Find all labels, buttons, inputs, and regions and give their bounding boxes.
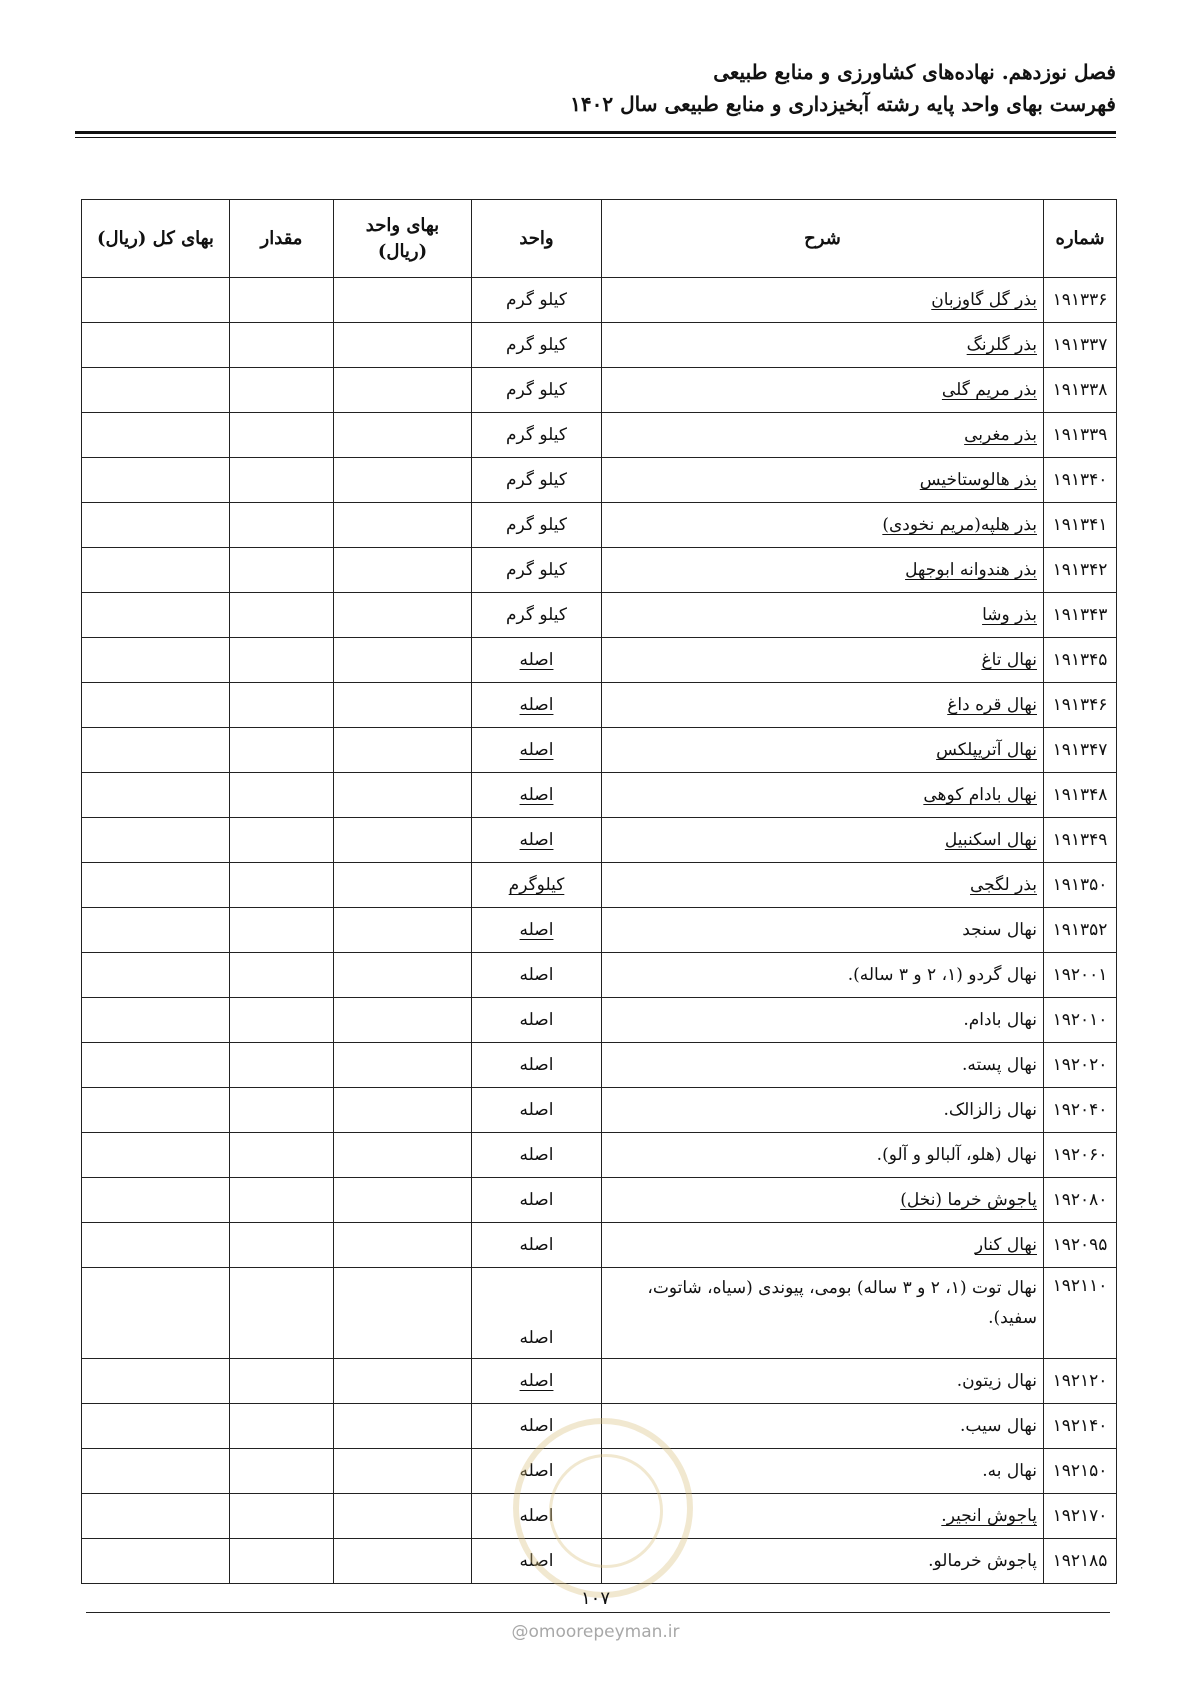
row-unit-price — [334, 458, 472, 503]
table-row — [82, 278, 1117, 323]
unit-price-currency: (ریال) — [377, 240, 428, 262]
row-quantity — [230, 1088, 334, 1133]
row-description-text: نهال اسکنبیل — [944, 830, 1037, 850]
row-code: ۱۹۲۰۴۰ — [1044, 1088, 1117, 1133]
row-description-text: نهال تاغ — [981, 650, 1037, 670]
row-description: نهال به. — [602, 1449, 1044, 1494]
row-description — [602, 413, 1044, 458]
row-unit-price — [334, 1133, 472, 1178]
row-quantity — [230, 503, 334, 548]
row-code: ۱۹۱۳۴۲ — [1044, 548, 1117, 593]
row-unit: اصله — [472, 953, 602, 998]
row-description-text: بذر هالوستاخیس — [919, 470, 1037, 490]
row-unit-text: اصله — [519, 830, 554, 850]
table-row — [82, 953, 1117, 998]
table-row — [82, 323, 1117, 368]
row-code: ۱۹۱۳۵۲ — [1044, 908, 1117, 953]
row-description — [602, 458, 1044, 503]
row-total — [82, 1133, 230, 1178]
row-description: نهال سنجد — [602, 908, 1044, 953]
row-unit: اصله — [472, 1043, 602, 1088]
row-quantity — [230, 458, 334, 503]
unit-price-label: بهای واحد — [365, 214, 440, 236]
row-unit-price — [334, 908, 472, 953]
table-row — [82, 998, 1117, 1043]
table-row — [82, 908, 1117, 953]
table-row — [82, 773, 1117, 818]
row-unit-price — [334, 323, 472, 368]
row-total — [82, 323, 230, 368]
row-code: ۱۹۲۰۶۰ — [1044, 1133, 1117, 1178]
row-total — [82, 1539, 230, 1584]
table-row — [82, 818, 1117, 863]
row-description: نهال بادام. — [602, 998, 1044, 1043]
row-total — [82, 683, 230, 728]
table-row — [82, 728, 1117, 773]
row-unit-price — [334, 278, 472, 323]
website-watermark: @omoorepeyman.ir — [511, 1622, 680, 1642]
row-total — [82, 863, 230, 908]
row-quantity — [230, 278, 334, 323]
row-description — [602, 728, 1044, 773]
row-quantity — [230, 773, 334, 818]
row-description — [602, 368, 1044, 413]
row-total — [82, 1494, 230, 1539]
row-unit: اصله — [472, 1449, 602, 1494]
table-row — [82, 1178, 1117, 1223]
row-unit — [472, 638, 602, 683]
row-unit-price — [334, 638, 472, 683]
row-quantity — [230, 683, 334, 728]
row-unit-price — [334, 413, 472, 458]
row-description-text: پاجوش انجیر. — [941, 1506, 1037, 1526]
row-unit-price — [334, 773, 472, 818]
footer-rule — [86, 1612, 1110, 1613]
row-code: ۱۹۲۱۴۰ — [1044, 1404, 1117, 1449]
row-quantity — [230, 1359, 334, 1404]
row-total — [82, 548, 230, 593]
header-rule-thick — [75, 131, 1116, 134]
row-quantity — [230, 863, 334, 908]
row-unit: اصله — [472, 1268, 602, 1359]
row-code: ۱۹۲۰۹۵ — [1044, 1223, 1117, 1268]
row-unit: اصله — [472, 1133, 602, 1178]
row-description — [602, 818, 1044, 863]
row-quantity — [230, 728, 334, 773]
row-unit: اصله — [472, 1088, 602, 1133]
row-total — [82, 1404, 230, 1449]
row-unit: کیلو گرم — [472, 458, 602, 503]
row-unit — [472, 863, 602, 908]
table-header-row — [82, 200, 1117, 278]
row-total — [82, 1359, 230, 1404]
row-unit — [472, 773, 602, 818]
row-unit-price — [334, 1359, 472, 1404]
row-code: ۱۹۲۱۱۰ — [1044, 1268, 1117, 1359]
row-unit-text: اصله — [519, 740, 554, 760]
row-description-text: بذر مغربی — [964, 425, 1037, 445]
row-code: ۱۹۱۳۳۷ — [1044, 323, 1117, 368]
row-code: ۱۹۱۳۳۹ — [1044, 413, 1117, 458]
col-header-total: بهای کل (ریال) — [82, 200, 230, 278]
row-description — [602, 503, 1044, 548]
row-unit-text: اصله — [519, 1371, 554, 1391]
row-description: نهال توت (۱، ۲ و ۳ ساله) بومی، پیوندی (سیاه، شاتوت، سفید). — [602, 1268, 1044, 1359]
row-quantity — [230, 953, 334, 998]
row-description — [602, 683, 1044, 728]
row-unit — [472, 728, 602, 773]
col-header-unit-price — [334, 200, 472, 278]
table-row — [82, 863, 1117, 908]
row-code: ۱۹۱۳۴۷ — [1044, 728, 1117, 773]
row-code: ۱۹۱۳۴۳ — [1044, 593, 1117, 638]
row-total — [82, 593, 230, 638]
row-unit-price — [334, 1539, 472, 1584]
row-total — [82, 1088, 230, 1133]
row-description — [602, 1223, 1044, 1268]
row-code: ۱۹۲۱۵۰ — [1044, 1449, 1117, 1494]
row-description-text: بذر گل گاوزبان — [931, 290, 1037, 310]
row-total — [82, 458, 230, 503]
header-rule-thin — [75, 137, 1116, 138]
row-unit: اصله — [472, 998, 602, 1043]
row-unit: اصله — [472, 1494, 602, 1539]
row-description — [602, 638, 1044, 683]
row-description-text: بذر گلرنگ — [966, 335, 1037, 355]
row-description: پاجوش خرمالو. — [602, 1539, 1044, 1584]
row-unit-text: اصله — [519, 920, 554, 940]
row-description-text: نهال کنار — [974, 1235, 1037, 1255]
row-description: نهال زالزالک. — [602, 1088, 1044, 1133]
row-unit-price — [334, 368, 472, 413]
row-total — [82, 908, 230, 953]
row-quantity — [230, 413, 334, 458]
row-total — [82, 728, 230, 773]
row-unit-text: اصله — [519, 695, 554, 715]
row-code: ۱۹۱۳۳۸ — [1044, 368, 1117, 413]
row-unit-price — [334, 1404, 472, 1449]
row-unit-price — [334, 683, 472, 728]
col-header-description: شرح — [602, 200, 1044, 278]
row-quantity — [230, 1133, 334, 1178]
row-unit — [472, 683, 602, 728]
row-code: ۱۹۱۳۴۶ — [1044, 683, 1117, 728]
row-total — [82, 638, 230, 683]
row-code: ۱۹۱۳۴۵ — [1044, 638, 1117, 683]
row-unit: اصله — [472, 1404, 602, 1449]
seal-gear-icon — [549, 1454, 663, 1568]
row-unit-price — [334, 1043, 472, 1088]
row-quantity — [230, 1539, 334, 1584]
row-code: ۱۹۱۳۴۰ — [1044, 458, 1117, 503]
row-description: نهال زیتون. — [602, 1359, 1044, 1404]
row-unit-price — [334, 1178, 472, 1223]
row-quantity — [230, 818, 334, 863]
row-code: ۱۹۱۳۴۹ — [1044, 818, 1117, 863]
row-unit-price — [334, 1449, 472, 1494]
row-total — [82, 998, 230, 1043]
row-total — [82, 368, 230, 413]
row-unit: اصله — [472, 1223, 602, 1268]
row-description: نهال گردو (۱، ۲ و ۳ ساله). — [602, 953, 1044, 998]
table-row — [82, 1133, 1117, 1178]
row-total — [82, 818, 230, 863]
row-unit-price — [334, 503, 472, 548]
table-row — [82, 1359, 1117, 1404]
page-number: ۱۰۷ — [580, 1588, 610, 1609]
row-description — [602, 548, 1044, 593]
price-table — [81, 199, 1117, 1584]
row-description — [602, 323, 1044, 368]
row-unit — [472, 818, 602, 863]
table-row — [82, 548, 1117, 593]
row-unit: کیلو گرم — [472, 548, 602, 593]
row-quantity — [230, 998, 334, 1043]
row-code: ۱۹۱۳۴۸ — [1044, 773, 1117, 818]
row-unit-price — [334, 998, 472, 1043]
col-header-unit: واحد — [472, 200, 602, 278]
row-code: ۱۹۲۱۲۰ — [1044, 1359, 1117, 1404]
row-unit-text: اصله — [519, 785, 554, 805]
row-unit-price — [334, 728, 472, 773]
row-description — [602, 278, 1044, 323]
document-title: فهرست بهای واحد پایه رشته آبخیزداری و منابع طبیعی سال ۱۴۰۲ — [570, 92, 1116, 116]
table-row — [82, 1223, 1117, 1268]
row-quantity — [230, 1223, 334, 1268]
row-total — [82, 503, 230, 548]
table-row — [82, 638, 1117, 683]
row-description — [602, 593, 1044, 638]
row-quantity — [230, 908, 334, 953]
row-code: ۱۹۲۱۸۵ — [1044, 1539, 1117, 1584]
row-description — [602, 1178, 1044, 1223]
row-description — [602, 773, 1044, 818]
row-total — [82, 413, 230, 458]
row-code: ۱۹۲۱۷۰ — [1044, 1494, 1117, 1539]
row-quantity — [230, 638, 334, 683]
row-code: ۱۹۱۳۵۰ — [1044, 863, 1117, 908]
row-unit-text: اصله — [519, 650, 554, 670]
row-quantity — [230, 548, 334, 593]
row-total — [82, 1223, 230, 1268]
row-description-text: پاجوش خرما (نخل) — [900, 1190, 1037, 1210]
table-row — [82, 1043, 1117, 1088]
row-unit: اصله — [472, 1539, 602, 1584]
row-total — [82, 773, 230, 818]
row-unit — [472, 1359, 602, 1404]
row-unit-text: کیلوگرم — [508, 875, 565, 895]
row-unit — [472, 908, 602, 953]
row-code: ۱۹۲۰۸۰ — [1044, 1178, 1117, 1223]
row-unit: کیلو گرم — [472, 278, 602, 323]
row-description-text: بذر هندوانه ابوجهل — [905, 560, 1037, 580]
table-row — [82, 1268, 1117, 1359]
row-description-text: بذر وشا — [982, 605, 1037, 625]
row-description-text: نهال آتریپلکس — [936, 740, 1037, 760]
row-unit: کیلو گرم — [472, 593, 602, 638]
row-unit-price — [334, 1268, 472, 1359]
watermark-seal-logo — [513, 1418, 693, 1598]
row-description-text: بذر مریم گلی — [941, 380, 1037, 400]
row-quantity — [230, 1043, 334, 1088]
table-row — [82, 368, 1117, 413]
table-row — [82, 683, 1117, 728]
row-quantity — [230, 1268, 334, 1359]
row-quantity — [230, 593, 334, 638]
row-description-text: نهال بادام کوهی — [923, 785, 1037, 805]
table-row — [82, 503, 1117, 548]
row-description-text: بذر هلپه(مریم نخودی) — [882, 515, 1037, 535]
row-code: ۱۹۲۰۰۱ — [1044, 953, 1117, 998]
chapter-title: فصل نوزدهم. نهاده‌های کشاورزی و منابع طبیعی — [713, 60, 1116, 84]
row-unit-price — [334, 593, 472, 638]
col-header-quantity: مقدار — [230, 200, 334, 278]
row-description: نهال سیب. — [602, 1404, 1044, 1449]
row-unit: کیلو گرم — [472, 323, 602, 368]
col-header-code: شماره — [1044, 200, 1117, 278]
row-quantity — [230, 1404, 334, 1449]
row-code: ۱۹۱۳۳۶ — [1044, 278, 1117, 323]
row-total — [82, 1449, 230, 1494]
row-code: ۱۹۱۳۴۱ — [1044, 503, 1117, 548]
row-unit-price — [334, 1088, 472, 1133]
row-quantity — [230, 323, 334, 368]
row-total — [82, 1043, 230, 1088]
table-row — [82, 458, 1117, 503]
row-quantity — [230, 1178, 334, 1223]
row-total — [82, 1178, 230, 1223]
row-description — [602, 863, 1044, 908]
row-description-text: بذر لگجی — [970, 875, 1037, 895]
row-description: نهال (هلو، آلبالو و آلو). — [602, 1133, 1044, 1178]
row-unit-price — [334, 863, 472, 908]
row-description-text: نهال قره داغ — [947, 695, 1037, 715]
row-quantity — [230, 1449, 334, 1494]
table-row — [82, 1088, 1117, 1133]
row-unit-price — [334, 818, 472, 863]
row-unit-price — [334, 1223, 472, 1268]
row-total — [82, 953, 230, 998]
row-unit: کیلو گرم — [472, 368, 602, 413]
row-unit: اصله — [472, 1178, 602, 1223]
table-row — [82, 413, 1117, 458]
row-unit: کیلو گرم — [472, 503, 602, 548]
row-quantity — [230, 1494, 334, 1539]
row-unit-price — [334, 953, 472, 998]
row-description: نهال پسته. — [602, 1043, 1044, 1088]
row-code: ۱۹۲۰۱۰ — [1044, 998, 1117, 1043]
row-total — [82, 1268, 230, 1359]
row-unit: کیلو گرم — [472, 413, 602, 458]
table-row — [82, 593, 1117, 638]
row-total — [82, 278, 230, 323]
row-code: ۱۹۲۰۲۰ — [1044, 1043, 1117, 1088]
page-header — [75, 56, 1116, 120]
row-quantity — [230, 368, 334, 413]
row-unit-price — [334, 1494, 472, 1539]
row-unit-price — [334, 548, 472, 593]
